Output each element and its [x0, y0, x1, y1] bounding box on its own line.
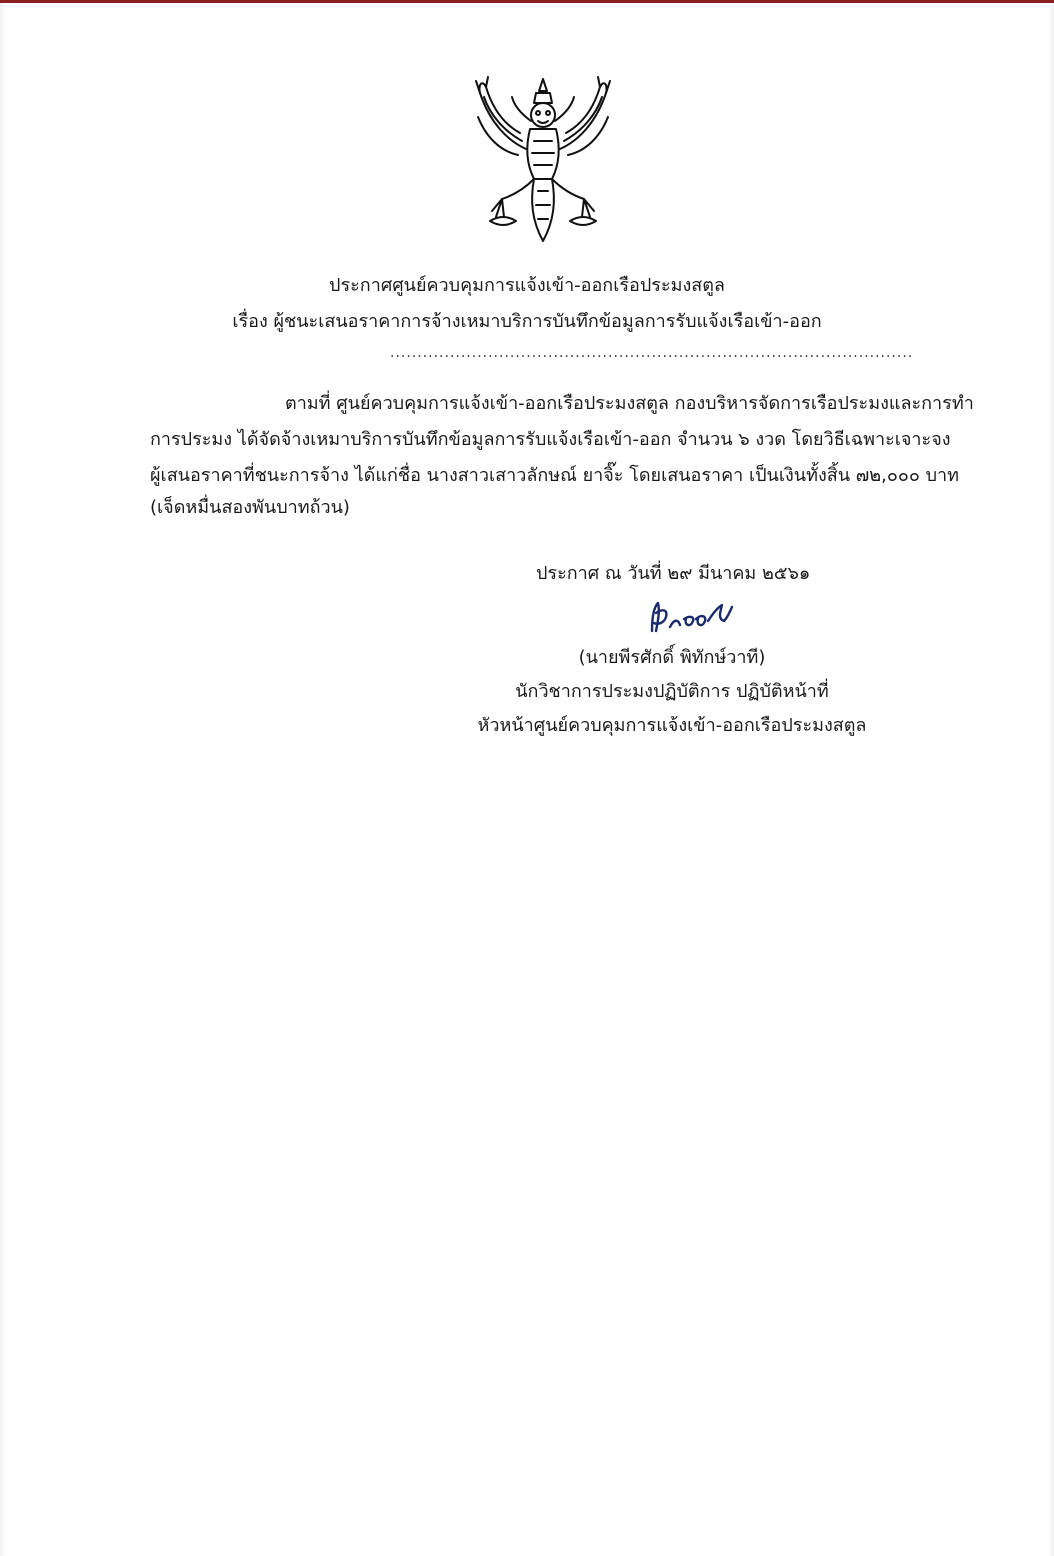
announcement-title: ประกาศศูนย์ควบคุมการแจ้งเข้า-ออกเรือประมงสตูล — [329, 275, 725, 296]
signer-name: (นายพีรศักดิ์ พิทักษ์วาที) — [578, 647, 766, 668]
body-paragraph-line-3: ผู้เสนอราคาที่ชนะการจ้าง ได้แก่ชื่อ นางสาวเสาวลักษณ์ ยาจิ๊ะ โดยเสนอราคา เป็นเงินทั้งสิ้น ๗๒,๐๐๐ บาท — [150, 465, 959, 486]
garuda-emblem-icon — [468, 71, 618, 249]
signer-office: หัวหน้าศูนย์ควบคุมการแจ้งเข้า-ออกเรือประมงสตูล — [477, 715, 867, 736]
body-paragraph-line-2: การประมง ได้จัดจ้างเหมาบริการบันทึกข้อมูลการรับแจ้งเรือเข้า-ออก จำนวน ๖ งวด โดยวิธีเฉพาะเจาะจง — [150, 429, 951, 450]
body-paragraph-line-1: ตามที่ ศูนย์ควบคุมการแจ้งเข้า-ออกเรือประมงสตูล กองบริหารจัดการเรือประมงและการทำ — [285, 393, 974, 414]
announcement-date: ประกาศ ณ วันที่ ๒๙ มีนาคม ๒๕๖๑ — [536, 563, 811, 584]
announcement-subject: เรื่อง ผู้ชนะเสนอราคาการจ้างเหมาบริการบันทึกข้อมูลการรับแจ้งเรือเข้า-ออก — [232, 311, 822, 332]
handwritten-signature — [646, 597, 736, 637]
body-paragraph-line-4: (เจ็ดหมื่นสองพันบาทถ้วน) — [150, 497, 350, 518]
signer-position: นักวิชาการประมงปฏิบัติการ ปฏิบัติหน้าที่ — [515, 681, 829, 702]
page-edge-left — [0, 3, 6, 1556]
title-divider: ................................................................................................ — [390, 345, 914, 361]
page-edge-right — [1048, 3, 1054, 1556]
